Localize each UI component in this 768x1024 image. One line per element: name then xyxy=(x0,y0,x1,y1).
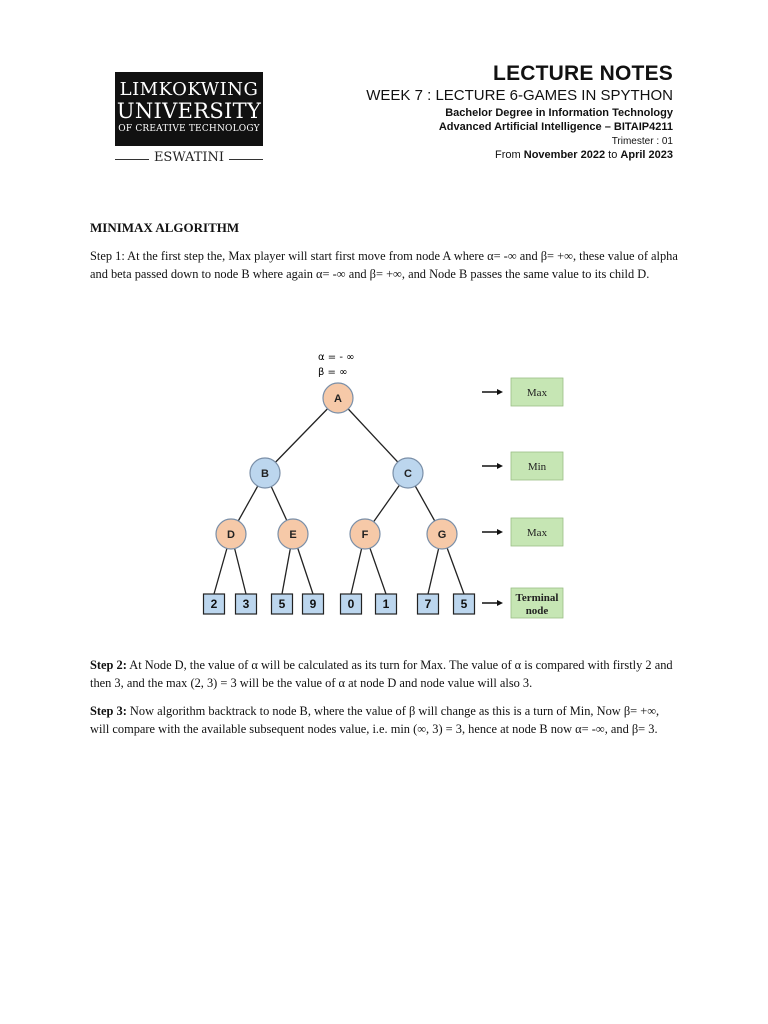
header-title: LECTURE NOTES xyxy=(493,62,673,85)
level-box-label: Max xyxy=(526,527,548,539)
tree-node-label: E xyxy=(289,529,297,541)
arrow-head-icon xyxy=(497,600,503,606)
header-degree: Bachelor Degree in Information Technology xyxy=(445,107,673,119)
arrow-head-icon xyxy=(497,463,503,469)
level-box-label: Max xyxy=(526,387,548,399)
terminal-leaf-value: 0 xyxy=(347,597,355,611)
tree-node-label: B xyxy=(261,468,269,480)
step-3-paragraph xyxy=(90,703,680,738)
logo-region: ESWATINI xyxy=(115,150,263,165)
tree-edge xyxy=(265,398,338,473)
step-2-paragraph xyxy=(90,657,680,692)
step-2-label: Step 2: xyxy=(90,658,127,672)
step-1-paragraph: Step 1: At the first step the, Max player will start first move from node A where α= -∞ and β= +∞, these value of alpha and beta passed down to node B where again α= -∞ and β= +∞, and Node B passes the same value to its child D. xyxy=(90,249,678,281)
terminal-leaf-value: 3 xyxy=(242,597,250,611)
logo-line-2: UNIVERSITY xyxy=(116,99,262,123)
from-label: From xyxy=(495,149,521,161)
section-title: MINIMAX ALGORITHM xyxy=(90,220,240,235)
arrow-head-icon xyxy=(497,529,503,535)
terminal-leaf-value: 2 xyxy=(210,597,218,611)
terminal-leaf-value: 7 xyxy=(424,597,432,611)
header-course: Advanced Artificial Intelligence – BITAIP4211 xyxy=(438,121,673,133)
to-date: April 2023 xyxy=(620,149,673,161)
step-3-text: Now algorithm backtrack to node B, where the value of β will change as this is a turn of Min, Now β= +∞, will compare with the available subsequent nodes value, i.e. min (∞, 3) = 3, hence at node B now α= -∞, and β= 3. xyxy=(90,704,660,736)
terminal-leaf-value: 5 xyxy=(460,597,468,611)
arrow-head-icon xyxy=(497,389,503,395)
terminal-leaf-value: 9 xyxy=(309,597,317,611)
tree-node-label: D xyxy=(227,529,235,541)
tree-node-label: C xyxy=(404,468,412,480)
terminal-leaf-value: 5 xyxy=(278,597,286,611)
tree-node-label: G xyxy=(437,529,447,541)
tree-node-label: A xyxy=(334,393,342,405)
beta-label: β = ∞ xyxy=(318,367,348,378)
level-box-label: Min xyxy=(527,461,547,473)
step-3-label: Step 3: xyxy=(90,704,127,718)
to-label: to xyxy=(608,149,618,161)
from-date: November 2022 xyxy=(523,149,606,161)
header-trimester: Trimester : 01 xyxy=(611,136,673,147)
terminal-label-line-1: Terminal xyxy=(515,592,559,604)
terminal-leaf-value: 1 xyxy=(382,597,390,611)
step-2-text: At Node D, the value of α will be calculated as its turn for Max. The value of α is compared with firstly 2 and then 3, and the max (2, 3) = 3 will be the value of α at node D and node value will also 3. xyxy=(90,658,673,690)
tree-node-label: F xyxy=(361,529,369,541)
terminal-label-line-2: node xyxy=(525,605,549,617)
header-week: WEEK 7 : LECTURE 6-GAMES IN SPYTHON xyxy=(366,87,673,104)
logo-line-1: LIMKOKWING xyxy=(119,79,259,100)
alpha-label: α = - ∞ xyxy=(318,352,355,363)
logo-line-3: OF CREATIVE TECHNOLOGY xyxy=(118,124,260,134)
